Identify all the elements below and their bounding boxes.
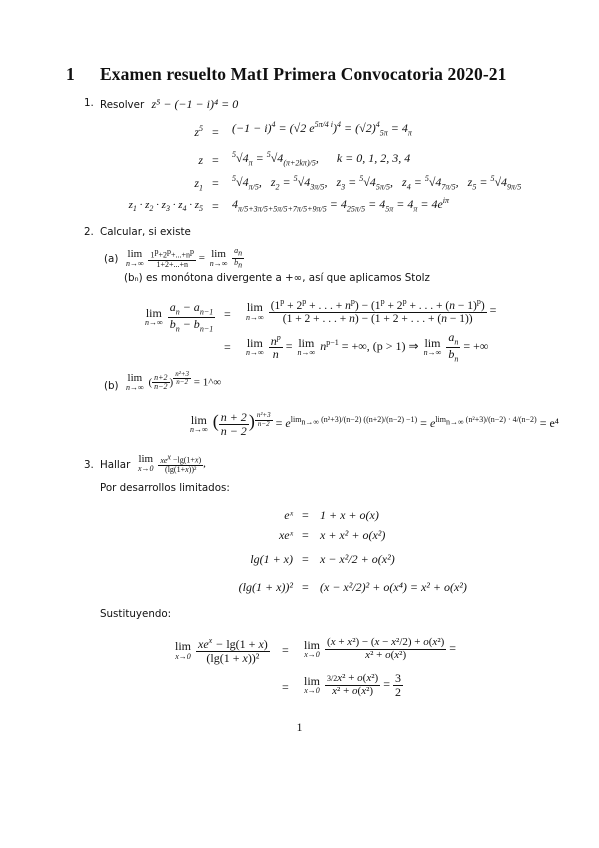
p3-intro: Por desarrollos limitados: bbox=[100, 482, 230, 494]
p3-row1-eq: = bbox=[302, 508, 309, 522]
p1-row2-eq: = bbox=[212, 153, 219, 167]
p3-final-step2: lim x→0 $\frac{\text{3/2x² + o(x²)}}{\text{x² + o(x²)}}$ = $\frac{3}{2}$ bbox=[304, 671, 401, 699]
p2-b-label: (b) bbox=[104, 380, 119, 392]
problem-2-number: 2. bbox=[84, 226, 94, 238]
p3-final-eq1: = bbox=[282, 643, 289, 657]
p2-a-stolz-eq: = bbox=[224, 307, 231, 321]
problem-1-number: 1. bbox=[84, 97, 94, 109]
p2-b-limit: lim n→∞ ( $\frac{n+2}{n-2}$ ) $^{\frac{\text{n²+3}}{n-2}}$ = 1^∞ bbox=[126, 370, 222, 393]
p3-row2-rhs: x + x² + o(x²) bbox=[320, 528, 386, 542]
p3-row3-lhs: lg(1 + x) bbox=[250, 552, 293, 566]
section-number: 1 bbox=[66, 64, 75, 84]
p2-b-derivation: lim n→∞ ( $\frac{n + 2}{n - 2}$ ) $^{\frac{\text{n²+3}}{n-2}}$ = $e^{lim_{n\to\infty} (n^2+3)/(n-2) ((n+2)/(n-2) -1)} = e^{lim_{n\to\infty} (n^2+3)/(n-2) \cdot 4/(n-2)} = e^4$ bbox=[190, 410, 559, 438]
p1-row1-eq: = bbox=[212, 125, 219, 139]
section-title bbox=[66, 64, 507, 85]
section-title-text: Examen resuelto MatI Primera Convocatoria 2020-21 bbox=[100, 64, 507, 84]
problem-2-prompt: Calcular, si existe bbox=[100, 226, 191, 238]
p1-row2-lhs: z bbox=[198, 153, 203, 167]
p1-row3-rhs: $^5√4_{\pi/5}$, $z_2 = ^5√4_{3\pi/5}$, $z_3 = ^5√4_{5\pi/5}$, $z_4 = ^5√4_{7\pi/5}$, $z_5 = ^5√4_{9\pi/5}$ bbox=[232, 174, 522, 192]
p3-final-eq2: = bbox=[282, 680, 289, 694]
p3-row3-rhs: x − x²/2 + o(x²) bbox=[320, 552, 395, 566]
p3-final-lhs: lim x→0 $\frac{xe^x - \lg(1 + x)}{\text{(lg(1 + x))²}}$ bbox=[175, 636, 268, 665]
p2-a-label: (a) bbox=[104, 253, 119, 265]
p2-a-stolz-rhs: lim n→∞ $\frac{(1^p + 2^p + . . . + n^p) - (1^p + 2^p + . . . + (n - 1)^p)}{(1 + 2 + . . . + n) - (1 + 2 + . . . + (n - 1))}$ = bbox=[246, 297, 497, 325]
problem-1-prompt: Resolver z⁵ − (−1 − i)⁴ = 0 bbox=[100, 97, 239, 111]
p2-a-note: (bₙ) es monótona divergente a +∞, así que aplicamos Stolz bbox=[124, 272, 430, 284]
p2-a-stolz-lhs: lim n→∞ $\frac{a_n - a_{n-1}}{b_n - b_{n-1}}$ bbox=[145, 300, 214, 334]
p1-row4-lhs: $z_1 \cdot z_2 \cdot z_3 \cdot z_4 \cdot z_5$ bbox=[128, 199, 203, 214]
problem-3-number: 3. bbox=[84, 459, 94, 471]
p2-a-result: lim n→∞ $\frac{n^p}{n}$ = lim n→∞ $n^{p-1}$ = +∞, (p > 1) ⇒ lim n→∞ $\frac{a_n}{b_n}$ = +∞ bbox=[246, 330, 489, 364]
p3-final-step1: lim x→0 $\frac{\text{(x + x²) − (x − x²/2) + o(x²)}}{\text{x² + o(x²)}}$ = bbox=[304, 636, 457, 661]
problem-3-prompt: Hallar bbox=[100, 459, 131, 471]
p3-row1-rhs: 1 + x + o(x) bbox=[320, 508, 379, 522]
p2-a-limit: lim n→∞ $\frac{1^p+2^p+...+n^p}{1+2+...+n}$ = lim n→∞ $\frac{a_n}{b_n}$ bbox=[126, 246, 243, 270]
p3-row1-lhs: eˣ bbox=[284, 508, 293, 522]
p3-row4-eq: = bbox=[302, 580, 309, 594]
p3-row4-lhs: (lg(1 + x))² bbox=[238, 580, 293, 594]
page-number: 1 bbox=[296, 720, 303, 734]
p3-row2-lhs: xeˣ bbox=[278, 528, 293, 542]
problem-1-equation: z⁵ − (−1 − i)⁴ = 0 bbox=[151, 97, 239, 111]
p3-row3-eq: = bbox=[302, 552, 309, 566]
problem-3-limit: lim x→0 $\frac{xe^x -\lg(1+x)}{\text{(lg(1+x))²}}$ , bbox=[138, 452, 206, 475]
p1-row1-lhs: $z^5$ bbox=[194, 124, 203, 139]
p1-row4-eq: = bbox=[212, 199, 219, 213]
p1-row2-rhs: $^5√4_\pi = ^5√4_{(\pi+2k\pi)/5}$, k = 0, 1, 2, 3, 4 bbox=[232, 150, 411, 168]
p2-a-result-eq: = bbox=[224, 340, 231, 354]
p3-subst: Sustituyendo: bbox=[100, 608, 172, 620]
p3-row2-eq: = bbox=[302, 528, 309, 542]
p1-row3-lhs: $z_1$ bbox=[194, 176, 203, 193]
p1-row4-rhs: $4_{\pi/5+3\pi/5+5\pi/5+7\pi/5+9\pi/5} = 4_{25\pi/5} = 4_{5\pi} = 4_\pi = 4e^{i\pi}$ bbox=[232, 196, 450, 214]
p1-row1-rhs: $(-1 - i)^4 = (√2$ $e^{5\pi/4 i})^4 = (√2)^4_{5\pi} = 4_\pi$ bbox=[232, 120, 412, 138]
p1-row3-eq: = bbox=[212, 176, 219, 190]
p3-row4-rhs: (x − x²/2)² + o(x⁴) = x² + o(x²) bbox=[320, 580, 467, 594]
